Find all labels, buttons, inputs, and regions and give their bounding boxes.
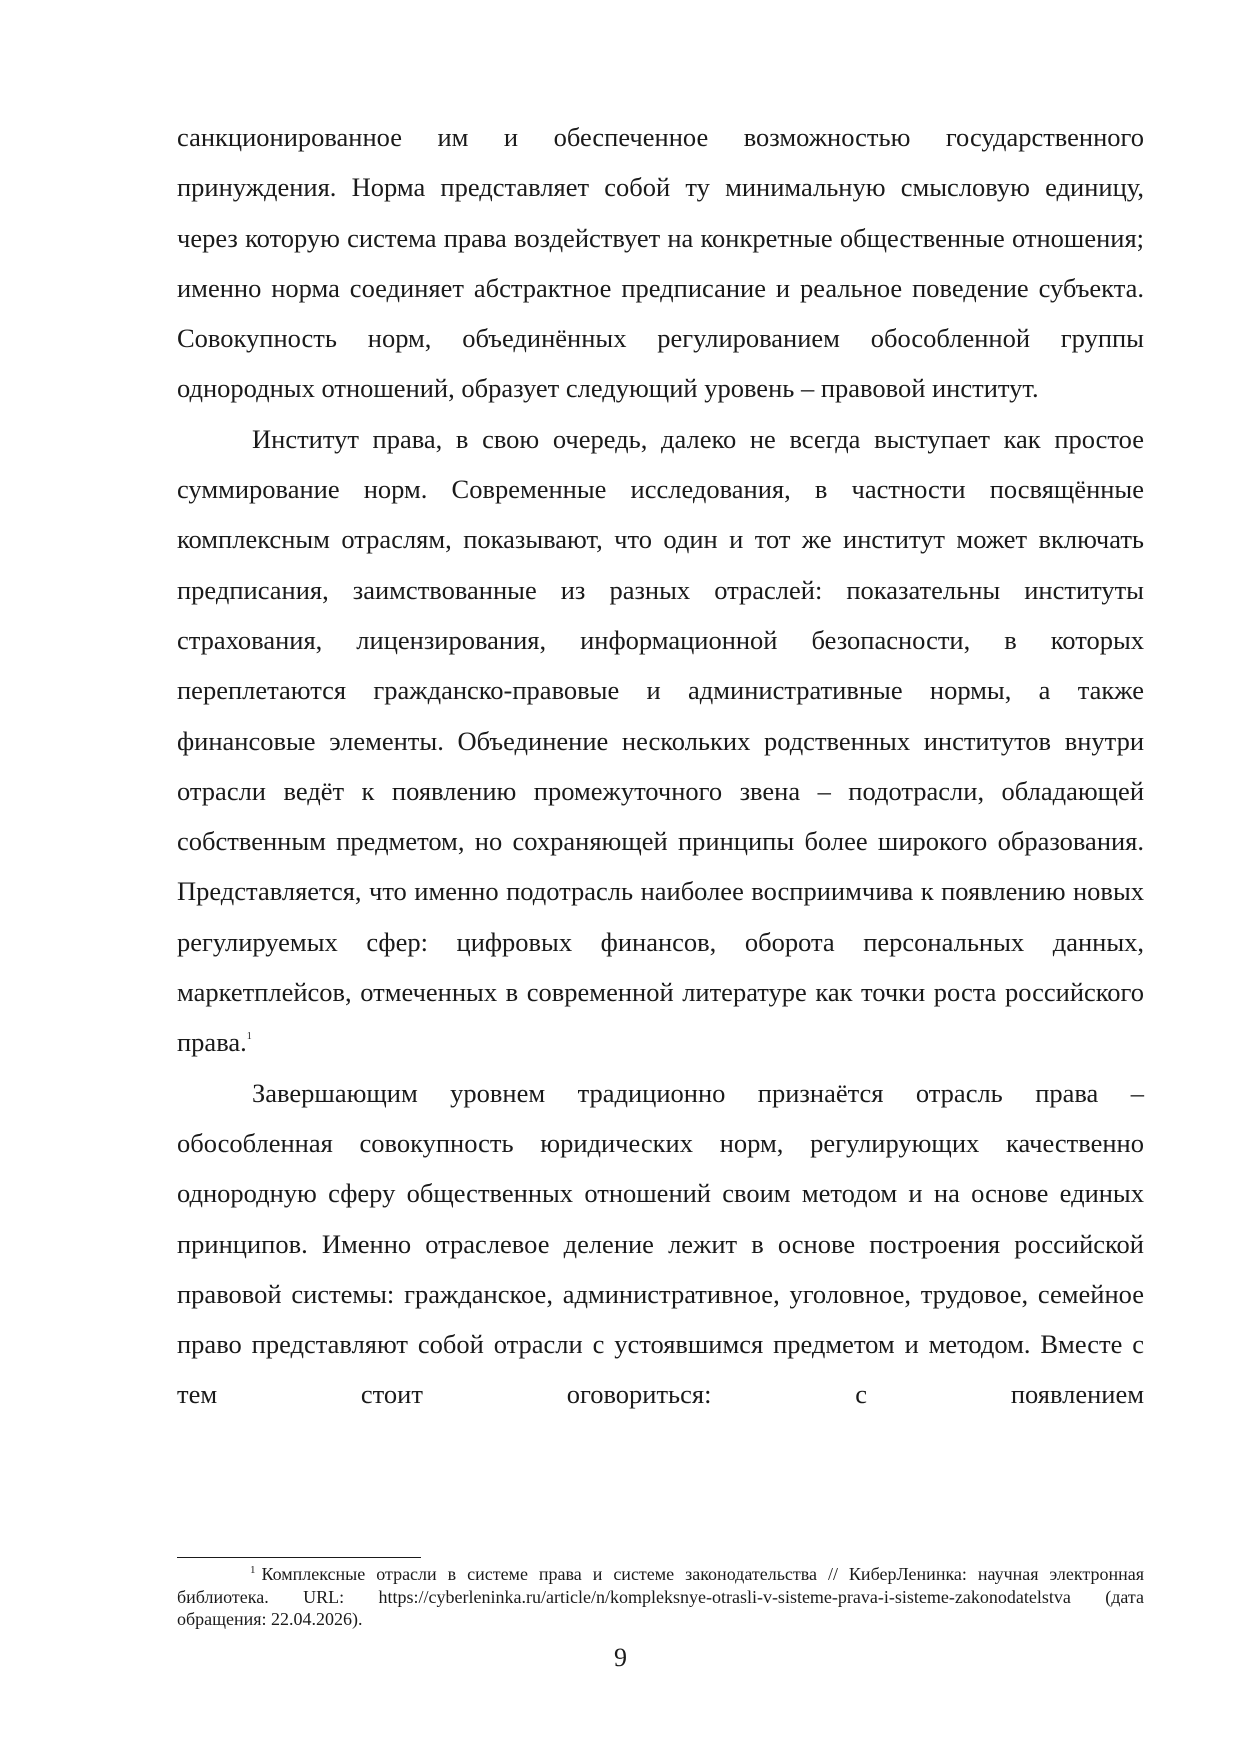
page-number: 9	[614, 1643, 627, 1672]
paragraph-branch	[177, 1068, 1144, 1420]
paragraph-1-text: санкционированное им и обеспеченное возможностью государственного принуждения. Норма представляет собой ту минимальную смысловую единицу, через которую система права воздействует на конкретные общественные отношения; именно норма соединяет абстрактное предписание и реальное поведение субъекта. Совокупность норм, объединённых регулированием обособленной группы однородных отношений, образует следующий уровень – правовой институт.	[177, 122, 1144, 404]
paragraph-3-text: Завершающим уровнем традиционно признаётся отрасль права – обособленная совокупность юридических норм, регулирующих качественно однородную сферу общественных отношений своим методом и на основе единых принципов. Именно отраслевое деление лежит в основе построения российской правовой системы: гражданское, административное, уголовное, трудовое, семейное право представляют собой отрасли с устоявшимся предметом и методом. Вместе с тем стоит оговориться: с появлением	[177, 1077, 1144, 1410]
footnote-text: Комплексные отрасли в системе права и системе законодательства // КиберЛенинка: научная электронная библиотека. URL: https://cyberleninka.ru/article/n/kompleksnye-otrasli-v-sisteme-prava-i-sisteme-zakonodatelstva (дата обращения: 22.04.2026).	[177, 1564, 1144, 1629]
paragraph-institute	[177, 414, 1144, 1068]
paragraph-2-text: Институт права, в свою очередь, далеко не всегда выступает как простое суммирование норм. Современные исследования, в частности посвящённые комплексным отраслям, показывают, что один и тот же институт может включать предписания, заимствованные из разных отраслей: показательны институты страхования, лицензирования, информационной безопасности, в которых переплетаются гражданско-правовые и административные нормы, а также финансовые элементы. Объединение нескольких родственных институтов внутри отрасли ведёт к появлению промежуточного звена – подотрасли, обладающей собственным предметом, но сохраняющей принципы более широкого образования. Представляется, что именно подотрасль наиболее восприимчива к появлению новых регулируемых сфер: цифровых финансов, оборота персональных данных, маркетплейсов, отмеченных в современной литературе как точки роста российского права.	[177, 423, 1144, 1058]
footnote-number: 1	[250, 1564, 256, 1576]
paragraph-continuation	[177, 112, 1144, 414]
footnote	[177, 1563, 1144, 1631]
footnote-reference[interactable]: 1	[246, 1031, 252, 1043]
footnote-separator	[177, 1557, 421, 1558]
body-text	[177, 112, 1144, 1420]
